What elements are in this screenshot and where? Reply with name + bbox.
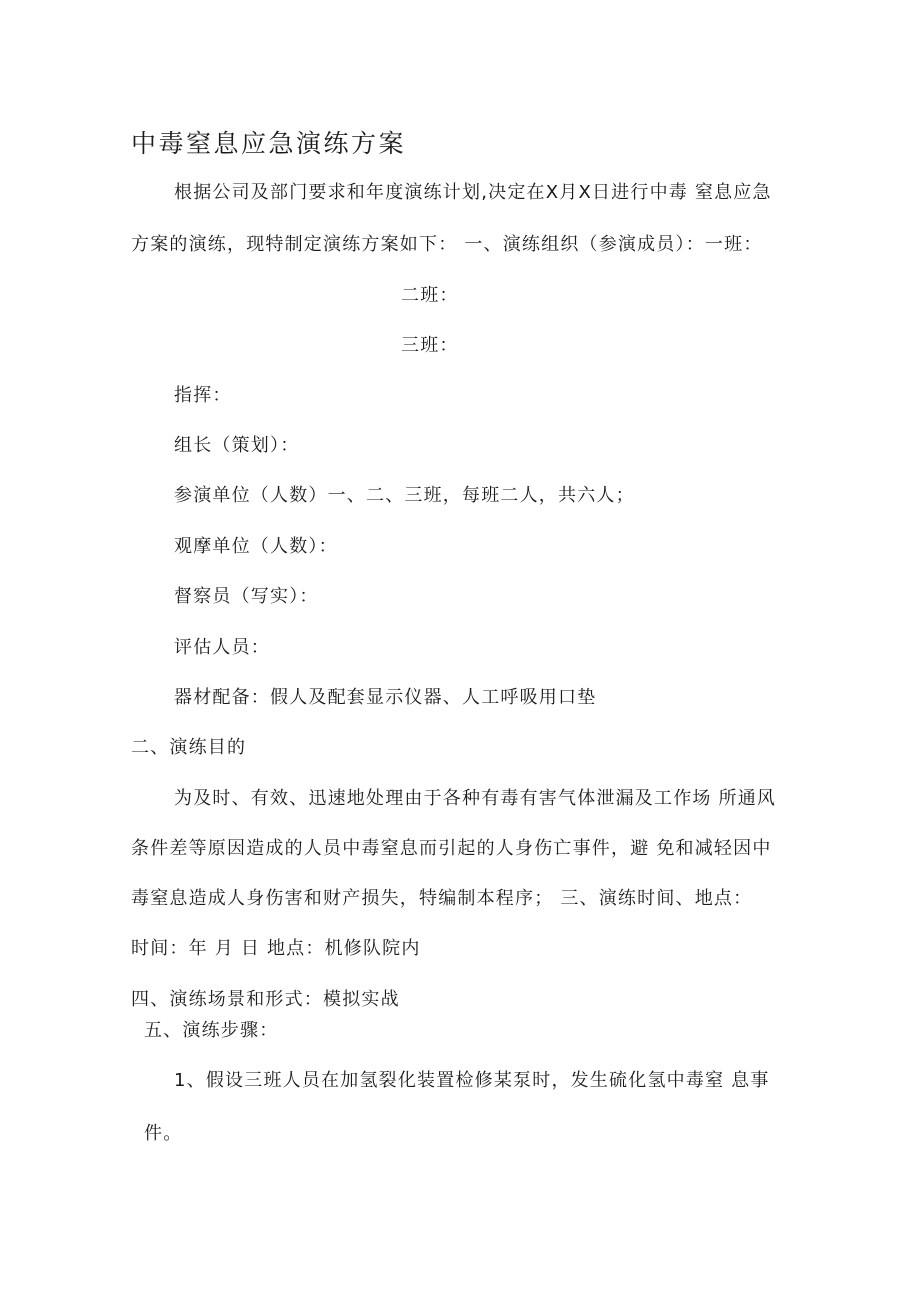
paragraph-line: 件。: [144, 1123, 183, 1144]
section-heading: 四、演练场景和形式：模拟实战: [131, 989, 400, 1010]
paragraph-line: 指挥：: [174, 385, 232, 406]
section-heading: 五、演练步骤：: [144, 1020, 279, 1041]
paragraph-line: 参演单位（人数）一、二、三班，每班二人，共六人；: [174, 485, 635, 506]
paragraph-line: 三班：: [401, 335, 459, 356]
paragraph-line: 观摩单位（人数）：: [174, 536, 338, 557]
paragraph-line: 评估人员：: [174, 637, 270, 658]
paragraph-line: 器材配备：假人及配套显示仪器、人工呼吸用口垫: [174, 687, 597, 708]
paragraph-line: 时间：年 月 日 地点：机修队院内: [131, 938, 421, 959]
paragraph-line: 组长（策划）：: [174, 435, 300, 456]
section-heading: 二、演练目的: [131, 737, 247, 758]
paragraph-line: 二班：: [401, 285, 459, 306]
paragraph-line: 根据公司及部门要求和年度演练计划,决定在X月X日进行中毒 窒息应急: [174, 182, 772, 203]
document-title: 中毒窒息应急演练方案: [131, 129, 407, 158]
paragraph-line: 条件差等原因造成的人员中毒窒息而引起的人身伤亡事件，避 免和减轻因中: [131, 838, 772, 859]
paragraph-line: 督察员（写实）：: [174, 586, 319, 607]
paragraph-line: 1、假设三班人员在加氢裂化装置检修某泵时，发生硫化氢中毒窒 息事: [174, 1070, 770, 1091]
paragraph-line: 毒窒息造成人身伤害和财产损失，特编制本程序； 三、演练时间、地点：: [131, 888, 753, 909]
paragraph-line: 方案的演练，现特制定演练方案如下： 一、演练组织（参演成员）：一班：: [131, 234, 763, 255]
paragraph-line: 为及时、有效、迅速地处理由于各种有毒有害气体泄漏及工作场 所通风: [174, 788, 777, 809]
